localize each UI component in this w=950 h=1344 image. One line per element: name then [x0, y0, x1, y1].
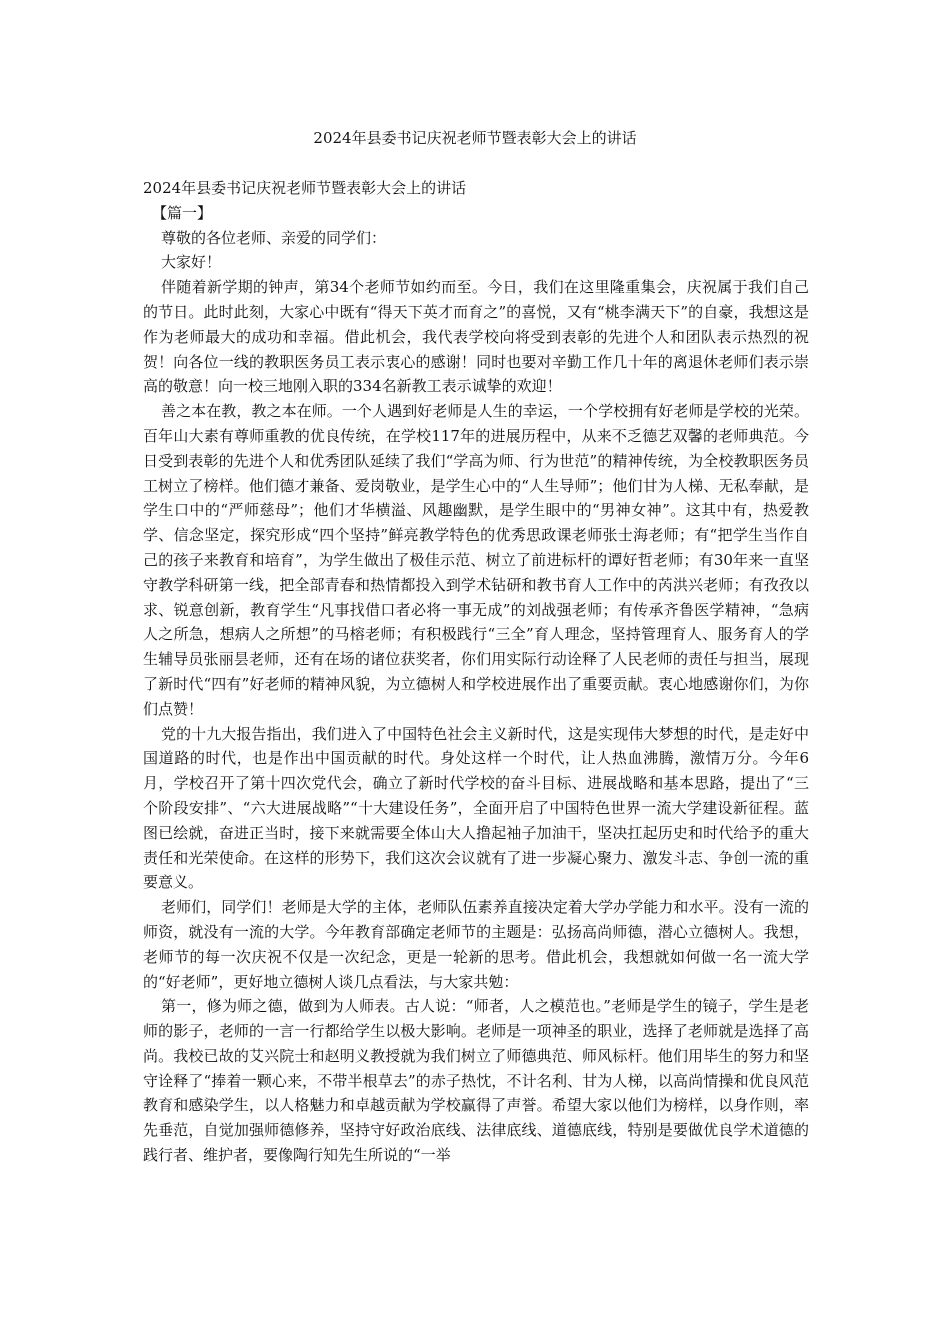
- document-subtitle: 2024年县委书记庆祝老师节暨表彰大会上的讲话: [143, 179, 467, 197]
- paragraph: 善之本在教，教之本在师。一个人遇到好老师是人生的幸运，一个学校拥有好老师是学校的光荣。百年山大素有尊师重教的优良传统，在学校117年的进展历程中，从来不乏德艺双馨的老师典范。今日受到表彰的先进个人和优秀团队延续了我们“学高为师、行为世范”的精神传统，为全校教职医务员工树立了榜样。他们德才兼备、爱岗敬业，是学生心中的“人生导师”；他们甘为人梯、无私奉献，是学生口中的“严师慈母”；他们才华横溢、风趣幽默，是学生眼中的“男神女神”。这其中有，热爱教学、信念坚定，探究形成“四个坚持”鲜亮教学特色的优秀思政课老师张士海老师；有“把学生当作自己的孩子来教育和培育”，为学生做出了极佳示范、树立了前进标杆的谭好哲老师；有30年来一直坚守教学科研第一线，把全部青春和热情都投入到学术钻研和教书育人工作中的芮洪兴老师；有孜孜以求、锐意创新，教育学生“凡事找借口者必将一事无成”的刘战强老师；有传承齐鲁医学精神，“急病人之所急，想病人之所想”的马榕老师；有积极践行“三全”育人理念，坚持管理育人、服务育人的学生辅导员张丽昙老师，还有在场的诸位获奖者，你们用实际行动诠释了人民老师的责任与担当，展现了新时代“四有”好老师的精神风貌，为立德树人和学校进展作出了重要贡献。衷心地感谢你们，为你们点赞！: [143, 402, 809, 718]
- paragraph: 老师们，同学们！老师是大学的主体，老师队伍素养直接决定着大学办学能力和水平。没有一流的师资，就没有一流的大学。今年教育部确定老师节的主题是：弘扬高尚师德，潜心立德树人。我想，老师节的每一次庆祝不仅是一次纪念，更是一轮新的思考。借此机会，我想就如何做一名一流大学的“好老师”，更好地立德树人谈几点看法，与大家共勉：: [143, 898, 809, 991]
- document-body: [143, 176, 809, 1168]
- greeting: 大家好！: [161, 253, 222, 272]
- salutation: 尊敬的各位老师、亲爱的同学们：: [161, 228, 387, 247]
- page-title: 2024年县委书记庆祝老师节暨表彰大会上的讲话: [313, 129, 637, 147]
- paragraph: 党的十九大报告指出，我们进入了中国特色社会主义新时代，这是实现伟大梦想的时代，是走好中国道路的时代，也是作出中国贡献的时代。身处这样一个时代，让人热血沸腾，激情万分。今年6月，学校召开了第十四次党代会，确立了新时代学校的奋斗目标、进展战略和基本思路，提出了“三个阶段安排”、“六大进展战略”“十大建设任务”，全面开启了中国特色世界一流大学建设新征程。蓝图已绘就，奋进正当时，接下来就需要全体山大人撸起袖子加油干，坚决扛起历史和时代给予的重大责任和光荣使命。在这样的形势下，我们这次会议就有了进一步凝心聚力、激发斗志、争创一流的重要意义。: [143, 724, 809, 892]
- paragraph: 伴随着新学期的钟声，第34个老师节如约而至。今日，我们在这里隆重集会，庆祝属于我们自己的节日。此时此刻，大家心中既有“得天下英才而育之”的喜悦，又有“桃李满天下”的自豪，我想这是作为老师最大的成功和幸福。借此机会，我代表学校向将受到表彰的先进个人和团队表示热烈的祝贺！向各位一线的教职医务员工表示衷心的感谢！同时也要对辛勤工作几十年的离退休老师们表示崇高的敬意！向一校三地刚入职的334名新教工表示诚挚的欢迎！: [143, 278, 809, 396]
- section-label: 【篇一】: [152, 203, 213, 222]
- paragraph: 第一，修为师之德，做到为人师表。古人说：“师者，人之模范也。”老师是学生的镜子，学生是老师的影子，老师的一言一行都给学生以极大影响。老师是一项神圣的职业，选择了老师就是选择了高尚。我校已故的艾兴院士和赵明义教授就为我们树立了师德典范、师风标杆。他们用毕生的努力和坚守诠释了“捧着一颗心来，不带半根草去”的赤子热忱，不计名利、甘为人梯，以高尚情操和优良风范教育和感染学生，以人格魅力和卓越贡献为学校赢得了声誉。希望大家以他们为榜样，以身作则，率先垂范，自觉加强师德修养，坚持守好政治底线、法律底线、道德底线，特别是要做优良学术道德的践行者、维护者，要像陶行知先生所说的“一举: [143, 997, 809, 1165]
